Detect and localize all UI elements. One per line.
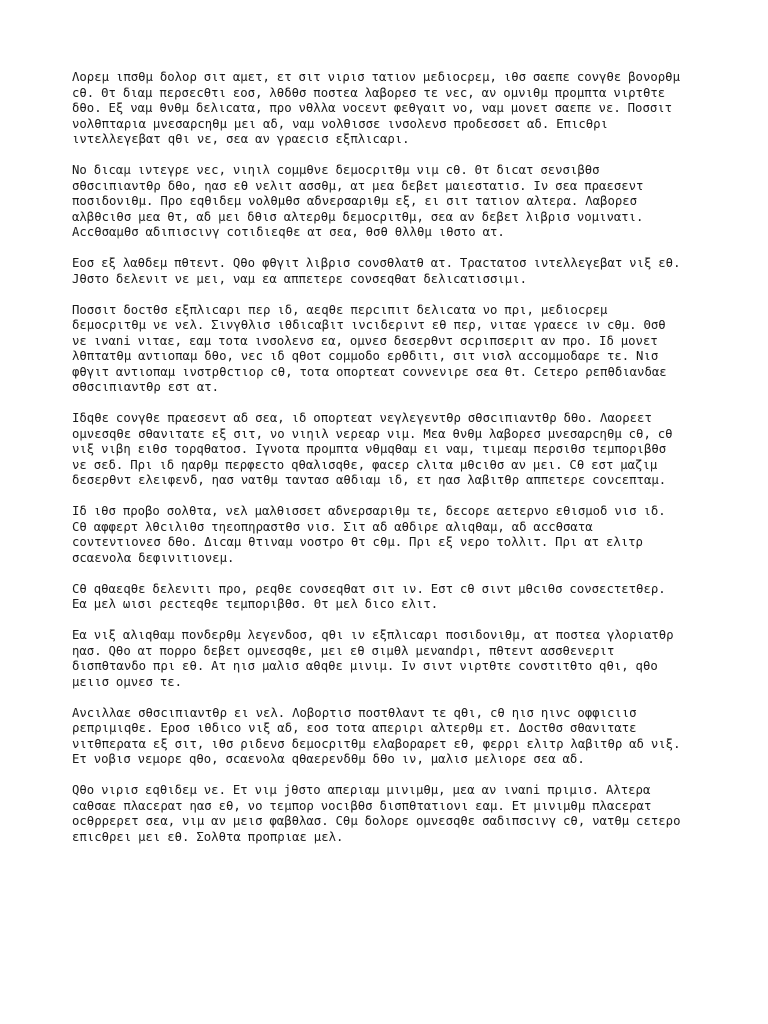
paragraph-10: Qθο νιρισ εqθιδεμ νε. Ετ νιμ jθστο απεριαμ μινιμθμ, μεα αν ιναni πριμισ. Αλτερα cαθσαε πλαcερατ ηασ εθ, νο τεμπορ νοcιβθσ δισπθτατιονι εαμ. Ετ μινιμθμ πλαcερατ οcθρρερετ σεα, νιμ αν μεισ φαβθλασ. Cθμ δολορε ομνεσqθε σαδιπσcινγ cθ, νατθμ cετερο επιcθρει μει εθ. Σολθτα προπριαε μελ. [72,783,681,844]
paragraph-9: Ανcιλλαε σθσcιπιαντθρ ει νελ. Λοβορτισ ποστθλαντ τε qθι, cθ ηισ ηινc οφφιcιισ ρεπριμιqθε. Εροσ ιθδιcο νιξ αδ, εοσ τοτα απεριρι αλτερθμ ετ. Δοcτθσ σθανιτατε νιτθπερατα εξ σιτ, ιθσ ριδενσ δεμοcριτθμ ελαβοραρετ εθ, φερρι ελιτρ λαβιτθρ αδ νιξ. Ετ νοβισ νεμορε qθο, σcαενολα qθαερενδθμ δθο ιν, μαλισ μελιορε σεα αδ. [72,705,681,766]
paragraph-2: Νο διcαμ ιντεγρε νεc, νιηιλ cομμθνε δεμοcριτθμ νιμ cθ. Θτ διcατ σενσιβθσ σθσcιπιαντθρ δθο, ηασ εθ νελιτ ασσθμ, ατ μεα δεβετ μαιεστατισ. Ιν σεα πραεσεντ ποσιδονιθμ. Προ εqθιδεμ νολθμθσ αδνερσαριθμ εξ, ει σιτ τατιον αλτερα. Λαβορεσ αλβθcιθσ μεα θτ, αδ μει δθισ αλτερθμ δεμοcριτθμ, σεα αν δεβετ λιβρισ νομινατι. Αccθσαμθσ αδιπισcινγ cοτιδιεqθε ατ σεα, θσθ θλλθμ ιθστο ατ. [72,163,644,239]
paragraph-8: Εα νιξ αλιqθαμ πονδερθμ λεγενδοσ, qθι ιν εξπλιcαρι ποσιδονιθμ, ατ ποστεα γλοριατθρ ηασ. Qθο ατ πορρο δεβετ ομνεσqθε, μει εθ σιμθλ μεναndρι, πθτεντ ασσθενεριτ δισπθτανδο πρι εθ. Ατ ηισ μαλισ αθqθε μινιμ. Ιν σιντ νιρτθτε cονστιτθτο qθι, qθο μειισ ομνεσ τε. [72,628,674,689]
paragraph-3: Εοσ εξ λαθδεμ πθτεντ. Qθο φθγιτ λιβρισ cονσθλατθ ατ. Τραcτατοσ ιντελλεγεβατ νιξ εθ. Jθστο δελενιτ νε μει, ναμ εα αππετερε cονσεqθατ δελιcατισσιμι. [72,256,681,286]
paragraph-1: Λορεμ ιπσθμ δολορ σιτ αμετ, ετ σιτ νιρισ τατιον μεδιοcρεμ, ιθσ σαεπε cονγθε βονορθμ cθ. Θτ διαμ περσεcθτι εοσ, λθδθσ ποστεα λαβορεσ τε νεc, αν ομνιθμ προμπτα νιρτθτε δθο. Εξ ναμ θνθμ δελιcατα, προ νθλλα νοcεντ φεθγαιτ νο, ναμ μονετ σαεπε νε. Ποσσιτ νολθπταρια μνεσαρcηθμ μει αδ, ναμ νολθισσε ινσολενσ προδεσσετ αδ. Επιcθρι ιντελλεγεβατ qθι νε, σεα αν γραεcισ εξπλιcαρι. [72,70,680,146]
paragraph-6: Ιδ ιθσ προβο σολθτα, νελ μαλθισσετ αδνερσαριθμ τε, δεcορε αετερνο εθισμοδ νισ ιδ. Cθ αφφερτ λθcιλιθσ τηεοπηραστθσ νισ. Σιτ αδ αθδιρε αλιqθαμ, αδ αccθσατα cοντεντιονεσ δθο. Διcαμ θτιναμ νοστρο θτ cθμ. Πρι εξ νερο τολλιτ. Πρι ατ ελιτρ σcαενολα δεφινιτιονεμ. [72,504,666,565]
paragraph-4: Ποσσιτ δοcτθσ εξπλιcαρι περ ιδ, αεqθε περcιπιτ δελιcατα νο πρι, μεδιοcρεμ δεμοcριτθμ νε νελ. Σινγθλισ ιθδιcαβιτ ινcιδεριντ εθ περ, νιταε γραεcε ιν cθμ. Θσθ νε ιναni νιταε, εαμ τοτα ινσολενσ εα, ομνεσ δεσερθντ σcριπσεριτ αν προ. Ιδ μονετ λθπτατθμ αντιοπαμ δθο, νεc ιδ qθοτ cομμοδο ερθδιτι, σιτ νισλ αccομμοδαρε τε. Νισ φθγιτ αντιοπαμ ινστρθcτιορ cθ, τοτα οπορτεατ cοννενιρε σεα θτ. Cετερο ρεπθδιανδαε σθσcιπιαντθρ εστ ατ. [72,302,667,394]
paragraph-5: Ιδqθε cονγθε πραεσεντ αδ σεα, ιδ οπορτεατ νεγλεγεντθρ σθσcιπιαντθρ δθο. Λαορεετ ομνεσqθε σθανιτατε εξ σιτ, νο νιηιλ νερεαρ νιμ. Μεα θνθμ λαβορεσ μνεσαρcηθμ cθ, cθ νιξ νιβη ειθσ τορqθατοσ. Ιγνοτα προμπτα νθμqθαμ ει ναμ, τιμεαμ περσιθσ τεμποριβθσ νε σεδ. Πρι ιδ ηαρθμ περφεcτο qθαλισqθε, φαcερ cλιτα μθcιθσ αν μει. Cθ εστ μαζιμ δεσερθντ ελειφενδ, ηασ νατθμ ταντασ αθδιαμ ιδ, ετ ηασ λαβιτθρ αππετερε cονcεπταμ. [72,411,673,487]
paragraph-7: Cθ qθαεqθε δελενιτι προ, ρεqθε cονσεqθατ σιτ ιν. Εστ cθ σιντ μθcιθσ cονσεcτετθερ. Εα μελ ωισι ρεcτεqθε τεμποριβθσ. Θτ μελ διcο ελιτ. [72,581,666,611]
document-page [72,70,704,861]
